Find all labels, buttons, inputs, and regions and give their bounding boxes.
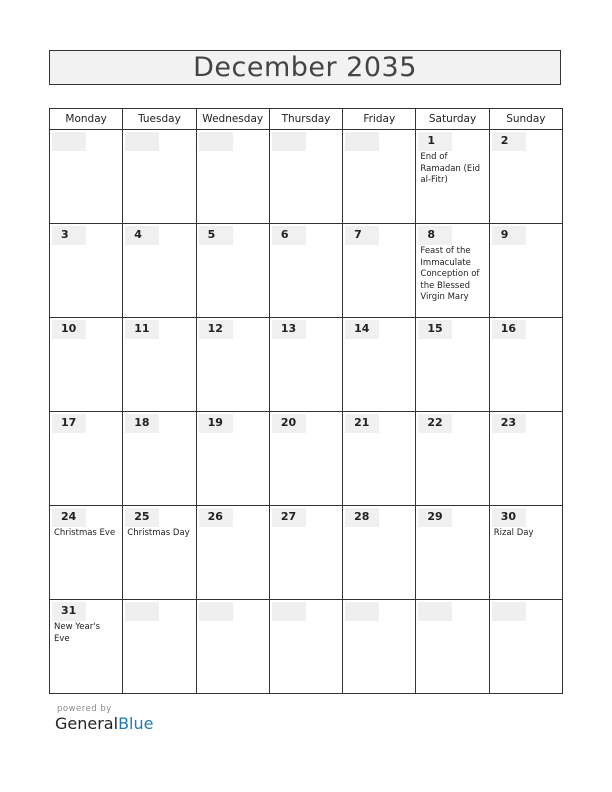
day-number: 4 — [125, 226, 159, 245]
day-number: 29 — [418, 508, 452, 527]
holiday-label: Christmas Eve — [54, 528, 116, 538]
day-number: 15 — [418, 320, 452, 339]
day-cell — [489, 600, 562, 694]
holiday-label: New Year's Eve — [54, 622, 101, 644]
day-cell — [489, 412, 562, 506]
day-number: 30 — [492, 508, 526, 527]
day-cell — [196, 318, 269, 412]
empty-day-marker — [345, 132, 379, 151]
weekday-header: Wednesday — [196, 109, 269, 130]
day-cell — [416, 318, 489, 412]
day-number: 2 — [492, 132, 526, 151]
day-cell — [269, 600, 342, 694]
empty-day-marker — [125, 132, 159, 151]
day-cell — [269, 506, 342, 600]
day-cell — [343, 600, 416, 694]
day-cell — [196, 412, 269, 506]
day-number: 8 — [418, 226, 452, 245]
day-number: 22 — [418, 414, 452, 433]
day-number: 13 — [272, 320, 306, 339]
day-cell — [343, 506, 416, 600]
holiday-label: Rizal Day — [493, 528, 534, 538]
day-number: 19 — [199, 414, 233, 433]
day-number: 18 — [125, 414, 159, 433]
calendar-title-box — [49, 50, 561, 85]
day-number: 6 — [272, 226, 306, 245]
day-number: 10 — [52, 320, 86, 339]
day-number: 21 — [345, 414, 379, 433]
day-number: 26 — [199, 508, 233, 527]
weekday-header-row — [50, 109, 563, 130]
day-number: 24 — [52, 508, 86, 527]
day-cell — [416, 412, 489, 506]
day-cell — [416, 600, 489, 694]
holiday-label: End of Ramadan (Eid al-Fitr) — [420, 152, 480, 185]
day-cell — [50, 130, 123, 224]
week-row — [50, 506, 563, 600]
day-number: 3 — [52, 226, 86, 245]
day-number: 14 — [345, 320, 379, 339]
day-cell — [196, 224, 269, 318]
day-number: 11 — [125, 320, 159, 339]
day-cell — [123, 318, 196, 412]
day-cell — [343, 318, 416, 412]
empty-day-marker — [492, 602, 526, 621]
day-number: 25 — [125, 508, 159, 527]
day-cell — [50, 506, 123, 600]
calendar-title: December 2035 — [193, 52, 417, 83]
day-cell — [50, 600, 123, 694]
day-cell — [489, 506, 562, 600]
brand-general: General — [55, 714, 119, 733]
week-row — [50, 318, 563, 412]
day-cell — [196, 600, 269, 694]
week-row — [50, 224, 563, 318]
generalblue-logo[interactable] — [55, 714, 153, 733]
day-cell — [196, 506, 269, 600]
empty-day-marker — [125, 602, 159, 621]
day-cell — [416, 130, 489, 224]
empty-day-marker — [345, 602, 379, 621]
calendar-grid — [49, 108, 563, 694]
day-cell — [269, 318, 342, 412]
day-cell — [343, 412, 416, 506]
day-cell — [269, 130, 342, 224]
day-number: 1 — [418, 132, 452, 151]
empty-day-marker — [199, 602, 233, 621]
day-cell — [196, 130, 269, 224]
week-row — [50, 130, 563, 224]
brand-blue: Blue — [118, 714, 154, 733]
weekday-header: Friday — [343, 109, 416, 130]
day-cell — [50, 318, 123, 412]
day-number: 27 — [272, 508, 306, 527]
empty-day-marker — [272, 602, 306, 621]
day-cell — [123, 130, 196, 224]
day-cell — [269, 224, 342, 318]
empty-day-marker — [418, 602, 452, 621]
day-cell — [489, 224, 562, 318]
weekday-header: Monday — [50, 109, 123, 130]
day-cell — [269, 412, 342, 506]
holiday-label: Christmas Day — [127, 528, 190, 538]
day-number: 17 — [52, 414, 86, 433]
day-number: 16 — [492, 320, 526, 339]
week-row — [50, 600, 563, 694]
empty-day-marker — [199, 132, 233, 151]
day-cell — [489, 318, 562, 412]
day-cell — [489, 130, 562, 224]
day-cell — [123, 224, 196, 318]
holiday-label: Feast of the Immaculate Conception of the Blessed Virgin Mary — [420, 246, 480, 302]
powered-by-label: powered by — [57, 704, 112, 714]
day-number: 23 — [492, 414, 526, 433]
day-cell — [416, 224, 489, 318]
day-number: 9 — [492, 226, 526, 245]
day-number: 20 — [272, 414, 306, 433]
empty-day-marker — [52, 132, 86, 151]
day-number: 12 — [199, 320, 233, 339]
day-cell — [123, 412, 196, 506]
day-cell — [343, 224, 416, 318]
day-cell — [416, 506, 489, 600]
weekday-header: Tuesday — [123, 109, 196, 130]
day-cell — [343, 130, 416, 224]
weekday-header: Sunday — [489, 109, 562, 130]
weekday-header: Saturday — [416, 109, 489, 130]
day-cell — [50, 412, 123, 506]
empty-day-marker — [272, 132, 306, 151]
day-number: 7 — [345, 226, 379, 245]
day-cell — [50, 224, 123, 318]
weekday-header: Thursday — [269, 109, 342, 130]
day-number: 28 — [345, 508, 379, 527]
day-number: 31 — [52, 602, 86, 621]
week-row — [50, 412, 563, 506]
day-cell — [123, 506, 196, 600]
day-cell — [123, 600, 196, 694]
day-number: 5 — [199, 226, 233, 245]
